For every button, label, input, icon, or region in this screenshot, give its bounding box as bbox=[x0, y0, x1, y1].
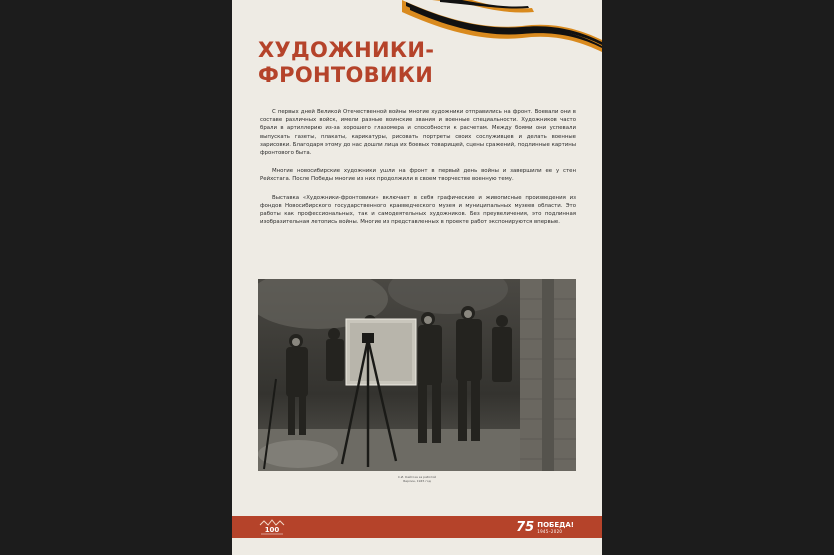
logo-pobeda-text: ПОБЕДА! bbox=[537, 521, 574, 529]
photo-illustration bbox=[258, 279, 576, 471]
historical-photo bbox=[258, 279, 576, 471]
title-line-1: ХУДОЖНИКИ- bbox=[258, 38, 435, 62]
paragraph-3: Выставка «Художники-фронтовики» включает в себя графические и живописные произведения из фондов Новосибирского государственного краеведческого музея и муниципальных музеев области. Это работы как профессиональных, так и самодеятельных художников. Без преувеличения, это подлинная изобразительная летопись войны. Многие из представленных в проекте работ экспонируются впервые. bbox=[260, 194, 576, 226]
footer-bar bbox=[232, 516, 602, 538]
paragraph-2: Многие новосибирские художники ушли на фронт в первый день войны и завершили ее у стен Рейхстага. После Победы многие из них продолжили в своем творчестве военную тему. bbox=[260, 168, 576, 183]
anniversary-100-logo-icon bbox=[258, 519, 286, 536]
logo-75-number: 75 bbox=[516, 520, 535, 535]
poster bbox=[232, 0, 602, 555]
body-text bbox=[260, 108, 576, 236]
title-line-2: ФРОНТОВИКИ bbox=[258, 63, 434, 87]
logo-years-text: 1945–2020 bbox=[537, 529, 563, 534]
paragraph-1: С первых дней Великой Отечественной войны многие художники отправились на фронт. Воевали они в составе различных войск, имели разные воинские звания и военные специальности. Художников часто брали в артиллерию из-за хорошего глазомера и способности к расчетам. Между боями они успевали выпускать газеты, плакаты, карикатуры, рисовать портреты своих сослуживцев и делать военные зарисовки. Благодаря этому до нас дошли лица их боевых товарищей, сцены сражений, подлинные картины фронтового быта. bbox=[260, 109, 576, 157]
logo-left-text: 100 bbox=[264, 526, 280, 534]
caption-line-1: С.И. Кайгоза за работой bbox=[397, 475, 437, 479]
page-title bbox=[258, 38, 434, 88]
caption-line-2: Берлин, 1945 год bbox=[403, 479, 431, 483]
photo-caption bbox=[258, 475, 576, 483]
victory-75-logo-icon bbox=[516, 519, 574, 536]
